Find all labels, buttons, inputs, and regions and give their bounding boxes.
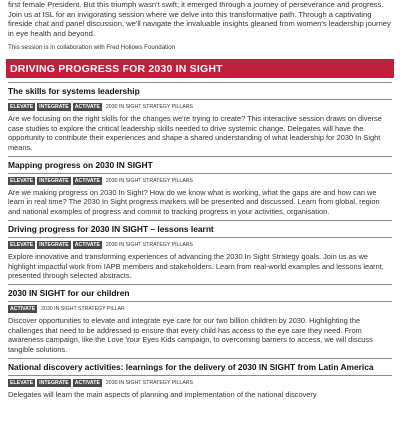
session-block	[8, 156, 392, 216]
session-block	[8, 220, 392, 280]
pillars-label: 2030 IN SIGHT STRATEGY PILLAR	[41, 306, 125, 313]
pillars-label: 2030 IN SIGHT STRATEGY PILLARS	[105, 242, 193, 249]
tag-activate: ACTIVATE	[74, 104, 100, 111]
section-banner: DRIVING PROGRESS FOR 2030 IN SIGHT	[6, 59, 394, 78]
session-block	[8, 284, 392, 354]
session-description: Are we making progress on 2030 In Sight? How do we know what is working, what the gaps are and how can we learn in real time? The 2030 In Sight progress markers will be presented and discussed. Learn from global, region and national examples of progress and commit to tracking progress in your activities, organisation.	[8, 188, 380, 216]
pillar-tags	[8, 379, 392, 387]
session-description: Discover opportunities to elevate and integrate eye care for our two billion children by 2030. Highlighting the challenges that need to be addressed to ensure that every child has access to the eye care they need. From awareness campaign, like the Love Your Eyes Kids campaign, to overcoming barriers to access, we will discuss tangible solutions.	[8, 316, 373, 354]
collaboration-note: This session is in collaboration with Fred Hollows Foundation	[8, 44, 176, 52]
session-title: Mapping progress on 2030 IN SIGHT	[8, 160, 153, 170]
intro-paragraph: first female President. But this triumph wasn't swift; it emerged through a journey of perseverance and progress. Join us at ISL for an invigorating session where we delve into this transformative path. Through a captivating fireside chat and panel discussion, we'll navigate the invaluable insights gleaned from women's leadership journey in eye health and beyond.	[8, 0, 391, 38]
pillar-tags	[8, 103, 392, 111]
divider	[8, 99, 392, 100]
divider	[8, 301, 392, 302]
session-description: Delegates will learn the main aspects of planning and implementation of the national discovery	[8, 390, 317, 400]
session-block	[8, 82, 392, 152]
session-title: 2030 IN SIGHT for our children	[8, 288, 130, 299]
tag-integrate: INTEGRATE	[39, 380, 69, 387]
tag-integrate: INTEGRATE	[39, 104, 69, 111]
session-block	[8, 358, 392, 399]
session-description: Are we focusing on the right skills for the changes we're trying to create? This interactive session draws on diverse case studies to explore the critical leadership skills needed to drive systemic change. Delegates will have the opportunity to contribute their experiences and shape a shared understanding of what leadership for 2030 In Sight means.	[8, 114, 382, 152]
divider	[8, 237, 392, 238]
tag-activate: ACTIVATE	[74, 242, 100, 249]
pillar-tags	[8, 241, 392, 249]
tag-integrate: INTEGRATE	[39, 178, 69, 184]
divider	[8, 173, 392, 174]
pillars-label: 2030 IN SIGHT STRATEGY PILLARS	[105, 380, 193, 387]
divider	[8, 375, 392, 376]
pillars-label: 2030 IN SIGHT STRATEGY PILLARS	[105, 178, 193, 184]
tag-elevate: ELEVATE	[10, 104, 34, 111]
tag-activate: ACTIVATE	[10, 306, 36, 313]
tag-elevate: ELEVATE	[10, 380, 34, 387]
session-title: Driving progress for 2030 IN SIGHT – lessons learnt	[8, 224, 214, 235]
session-title: The skills for systems leadership	[8, 86, 140, 97]
session-title: National discovery activities: learnings for the delivery of 2030 IN SIGHT from Latin America	[8, 362, 374, 373]
session-description: Explore innovative and transforming experiences of advancing the 2030 In Sight Strategy goals. Join us as we highlight impactful work from IAPB members and stakeholders. Learn from real-world examples and lessons learnt, presented through selected abstracts.	[8, 252, 384, 281]
pillar-tags	[8, 305, 392, 313]
pillar-tags	[8, 177, 392, 185]
tag-activate: ACTIVATE	[74, 380, 100, 387]
tag-elevate: ELEVATE	[10, 242, 34, 249]
tag-activate: ACTIVATE	[74, 178, 100, 184]
pillars-label: 2030 IN SIGHT STRATEGY PILLARS	[105, 104, 193, 111]
tag-elevate: ELEVATE	[10, 178, 34, 184]
tag-integrate: INTEGRATE	[39, 242, 69, 249]
